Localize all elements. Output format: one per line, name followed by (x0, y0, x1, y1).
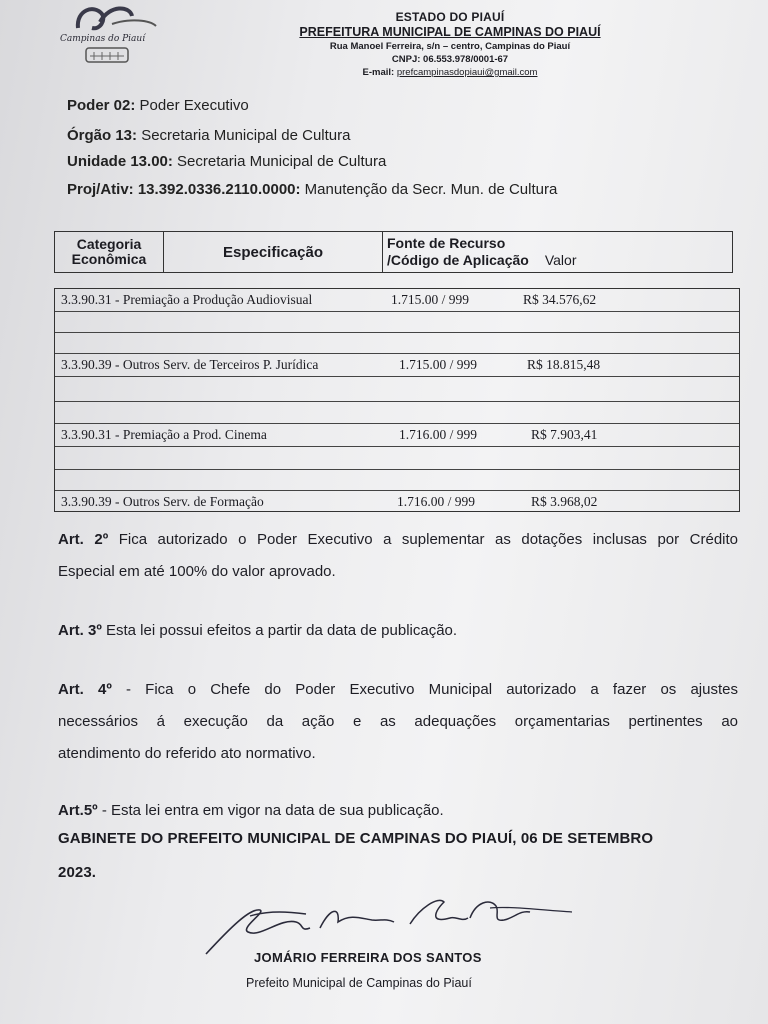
handwritten-signature (200, 888, 580, 958)
header-especificacao: Especificação (164, 232, 383, 272)
row-spec: 3.3.90.39 - Outros Serv. de Formação (61, 494, 264, 509)
poder-line (67, 97, 249, 114)
signatory-role: Prefeito Municipal de Campinas do Piauí (246, 976, 472, 990)
art3-label: Art. 3º (58, 622, 102, 639)
email-line (270, 67, 630, 78)
logo-caption: Campinas do Piauí (60, 34, 146, 44)
table-row (55, 289, 739, 312)
cnpj: CNPJ: 06.553.978/0001-67 (391, 54, 509, 65)
row-fonte: 1.716.00 / 999 (399, 427, 478, 442)
email-link[interactable]: prefcampinasdopiaui@gmail.com (396, 67, 538, 78)
art2-label: Art. 2º (58, 531, 109, 548)
budget-table-header (54, 231, 733, 273)
proj-label: Proj/Ativ: 13.392.0336.2110.0000: (67, 181, 301, 198)
orgao-line (67, 127, 350, 144)
budget-table (54, 288, 740, 512)
table-row-empty (55, 377, 739, 402)
table-row-empty (55, 333, 739, 354)
orgao-value: Secretaria Municipal de Cultura (141, 127, 351, 144)
proj-value: Manutenção da Secr. Mun. de Cultura (304, 181, 558, 198)
row-spec: 3.3.90.39 - Outros Serv. de Terceiros P. Jurídica (61, 357, 319, 372)
proj-line (67, 181, 557, 198)
header-categoria: Categoria Econômica (55, 232, 164, 272)
table-row (55, 424, 739, 447)
row-spec: 3.3.90.31 - Premiação a Produção Audiovisual (61, 292, 313, 307)
row-fonte: 1.715.00 / 999 (399, 357, 478, 372)
art4-label: Art. 4º (58, 681, 112, 698)
gabinete-closing: GABINETE DO PREFEITO MUNICIPAL DE CAMPINAS DO PIAUÍ, 06 DE SETEMBRO 2023. (58, 830, 654, 881)
letterhead (270, 10, 630, 78)
row-valor: R$ 34.576,62 (523, 292, 597, 307)
table-row-empty (55, 470, 739, 491)
address: Rua Manoel Ferreira, s/n – centro, Campinas do Piauí (329, 41, 571, 52)
row-spec: 3.3.90.31 - Premiação a Prod. Cinema (61, 427, 267, 442)
article-3: Art. 3º Esta lei possui efeitos a partir da data de publicação. (58, 622, 458, 639)
table-row (55, 491, 739, 511)
unidade-label: Unidade 13.00: (67, 153, 173, 170)
header-fonte: Fonte de Recurso /Código de Aplicação Valor (387, 235, 577, 268)
poder-value: Poder Executivo (139, 97, 249, 114)
art5-label: Art.5º (58, 802, 98, 819)
row-fonte: 1.716.00 / 999 (397, 494, 476, 509)
article-5: Art.5º - Esta lei entra em vigor na data de sua publicação. (58, 802, 444, 819)
email-label: E-mail: (362, 67, 395, 78)
article-2: Art. 2º Fica autorizado o Poder Executivo a suplementar as dotações inclusas por Crédito Especial em até 100% do valor aprovado. (58, 531, 739, 580)
unidade-line (67, 153, 386, 170)
row-valor: R$ 7.903,41 (531, 427, 598, 442)
signatory-name: JOMÁRIO FERREIRA DOS SANTOS (254, 950, 482, 965)
table-row (55, 354, 739, 377)
article-4: Art. 4º - Fica o Chefe do Poder Executivo Municipal autorizado a fazer os ajustes necessários á execução da ação e as adequações orçamentarias pertinentes ao atendimento do referido ato normativo. (58, 681, 738, 762)
poder-label: Poder 02: (67, 97, 136, 114)
table-row-empty (55, 447, 739, 470)
header-valor: Valor (544, 252, 577, 268)
orgao-label: Órgão 13: (67, 127, 138, 144)
row-valor: R$ 3.968,02 (531, 494, 598, 509)
row-fonte: 1.715.00 / 999 (391, 292, 470, 307)
table-row-empty (55, 312, 739, 333)
table-row-empty (55, 402, 739, 424)
prefeitura-title: PREFEITURA MUNICIPAL DE CAMPINAS DO PIAUÍ (299, 25, 601, 39)
state-title: ESTADO DO PIAUÍ (395, 10, 505, 24)
unidade-value: Secretaria Municipal de Cultura (177, 153, 387, 170)
row-valor: R$ 18.815,48 (527, 357, 601, 372)
